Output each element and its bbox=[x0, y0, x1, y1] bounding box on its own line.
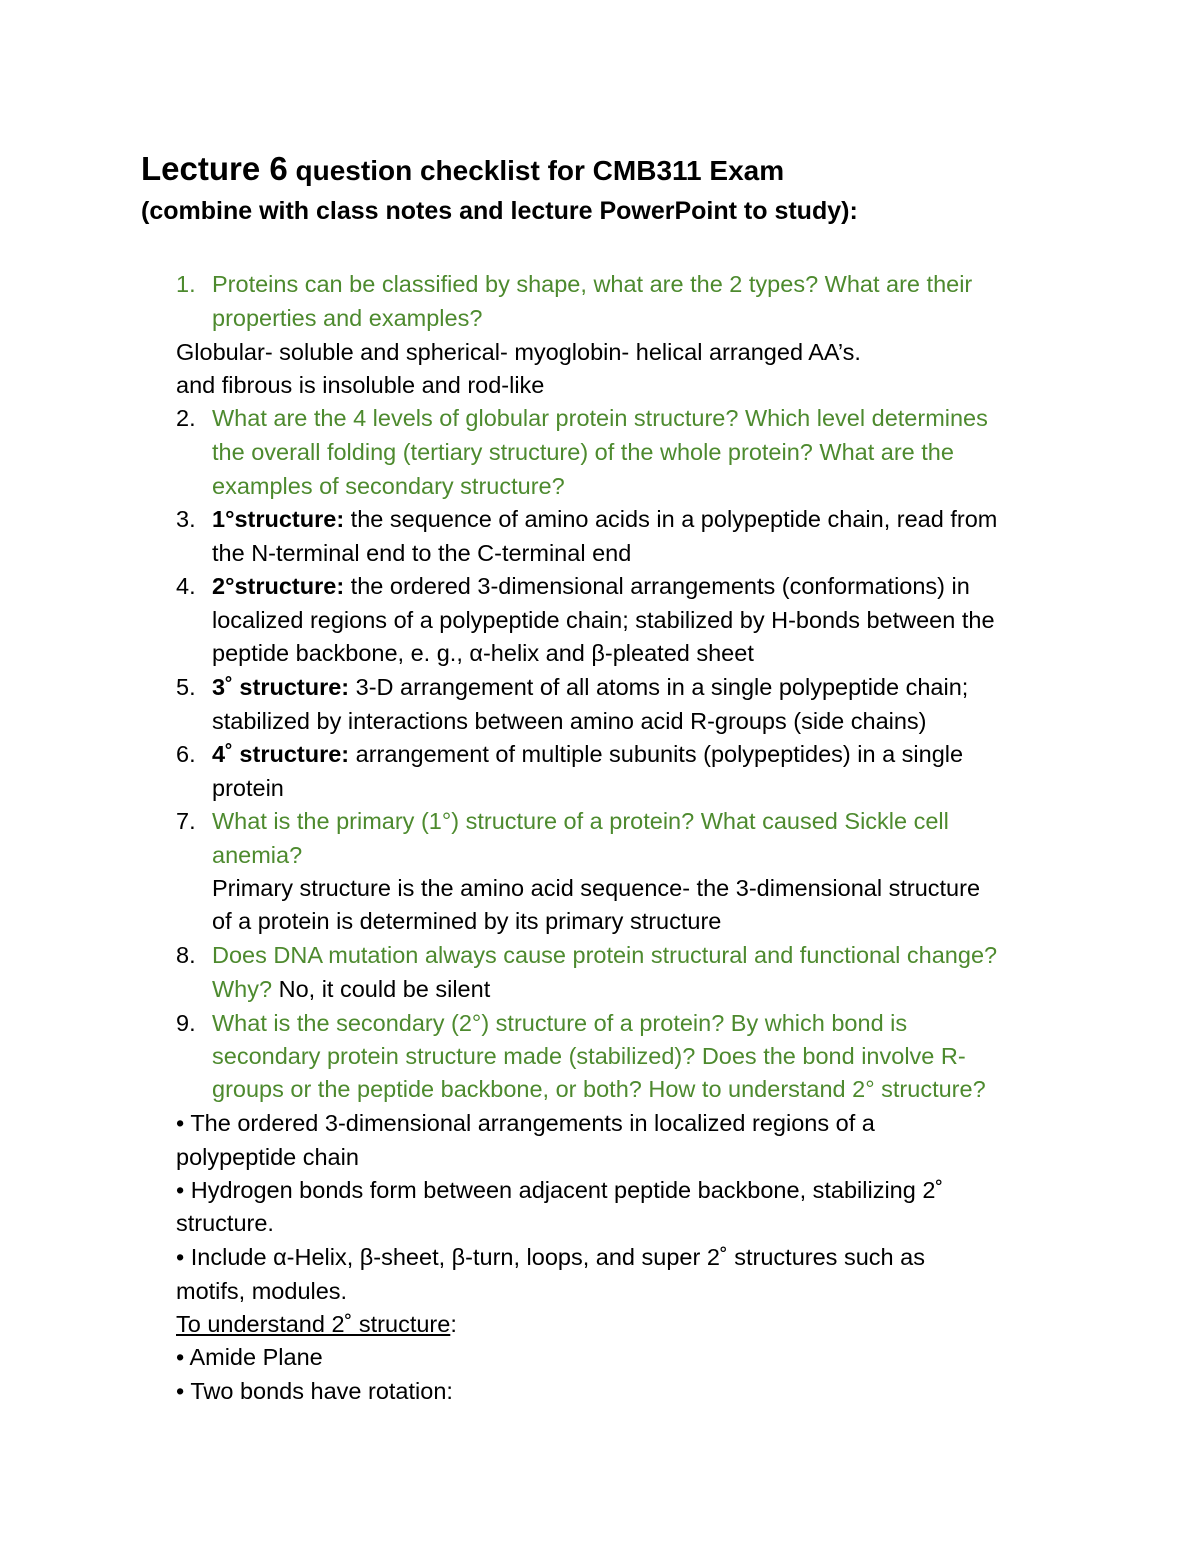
definition-text: stabilized by interactions between amino acid R-groups (side chains) bbox=[212, 708, 927, 734]
answer-text: and fibrous is insoluble and rod-like bbox=[176, 372, 545, 398]
item-number: 6. bbox=[176, 741, 196, 767]
item-number: 8. bbox=[176, 942, 196, 968]
definition-text: localized regions of a polypeptide chain; stabilized by H-bonds between the bbox=[212, 607, 995, 633]
answer-text: No, it could be silent bbox=[272, 976, 491, 1002]
item-number: 9. bbox=[176, 1010, 196, 1036]
item-number: 4. bbox=[176, 573, 196, 599]
understand-heading bbox=[176, 1308, 457, 1340]
page-subtitle: (combine with class notes and lecture PowerPoint to study): bbox=[141, 197, 858, 225]
definition-line bbox=[212, 671, 968, 703]
question-text: What is the secondary (2°) structure of a protein? By which bond is bbox=[212, 1010, 908, 1036]
colon: : bbox=[450, 1311, 457, 1337]
definition-text: the N-terminal end to the C-terminal end bbox=[212, 540, 632, 566]
definition-text: the ordered 3-dimensional arrangements (conformations) in bbox=[344, 573, 970, 599]
definition-text: peptide backbone, e. g., α-helix and β-pleated sheet bbox=[212, 640, 754, 666]
definition-line bbox=[212, 503, 997, 535]
title-lecture: Lecture 6 bbox=[141, 150, 288, 187]
term-label: 3˚ structure: bbox=[212, 674, 350, 700]
definition-line bbox=[212, 738, 963, 770]
answer-text: Globular- soluble and spherical- myoglobin- helical arranged AA’s. bbox=[176, 339, 861, 365]
bullet-item: motifs, modules. bbox=[176, 1278, 348, 1304]
question-text: What is the primary (1°) structure of a protein? What caused Sickle cell bbox=[212, 808, 949, 834]
definition-text: protein bbox=[212, 775, 284, 801]
bullet-item: • Amide Plane bbox=[176, 1344, 323, 1370]
question-answer-line bbox=[212, 973, 490, 1005]
definition-text: arrangement of multiple subunits (polypeptides) in a single bbox=[349, 741, 964, 767]
answer-text: Primary structure is the amino acid sequence- the 3-dimensional structure bbox=[212, 875, 981, 901]
term-label: 2°structure: bbox=[212, 573, 345, 599]
bullet-item: • Include α-Helix, β-sheet, β-turn, loops, and super 2˚ structures such as bbox=[176, 1244, 925, 1270]
definition-text: 3-D arrangement of all atoms in a single polypeptide chain; bbox=[349, 674, 969, 700]
question-text: groups or the peptide backbone, or both? How to understand 2° structure? bbox=[212, 1076, 986, 1102]
title-rest: question checklist for CMB311 Exam bbox=[287, 155, 785, 186]
question-text: anemia? bbox=[212, 842, 303, 868]
item-number: 3. bbox=[176, 506, 196, 532]
item-number: 1. bbox=[176, 271, 196, 297]
term-label: 4˚ structure: bbox=[212, 741, 350, 767]
item-number: 5. bbox=[176, 674, 196, 700]
question-text: Does DNA mutation always cause protein structural and functional change? bbox=[212, 942, 998, 968]
bullet-item: polypeptide chain bbox=[176, 1144, 359, 1170]
question-text: Why? bbox=[212, 976, 273, 1002]
question-text: examples of secondary structure? bbox=[212, 473, 565, 499]
bullet-item: • Hydrogen bonds form between adjacent peptide backbone, stabilizing 2˚ bbox=[176, 1177, 944, 1203]
question-text: the overall folding (tertiary structure) of the whole protein? What are the bbox=[212, 439, 954, 465]
item-number: 2. bbox=[176, 405, 196, 431]
item-number: 7. bbox=[176, 808, 196, 834]
question-text: Proteins can be classified by shape, what are the 2 types? What are their bbox=[212, 271, 973, 297]
bullet-item: • The ordered 3-dimensional arrangements in localized regions of a bbox=[176, 1110, 875, 1136]
definition-line bbox=[212, 570, 970, 602]
question-text: secondary protein structure made (stabilized)? Does the bond involve R- bbox=[212, 1043, 966, 1069]
term-label: 1°structure: bbox=[212, 506, 345, 532]
question-text: What are the 4 levels of globular protein structure? Which level determines bbox=[212, 405, 988, 431]
answer-text: of a protein is determined by its primary structure bbox=[212, 908, 722, 934]
bullet-item: structure. bbox=[176, 1210, 274, 1236]
page-title bbox=[141, 150, 784, 188]
understand-label: To understand 2˚ structure bbox=[176, 1311, 451, 1337]
definition-text: the sequence of amino acids in a polypeptide chain, read from bbox=[344, 506, 998, 532]
question-text: properties and examples? bbox=[212, 305, 483, 331]
bullet-item: • Two bonds have rotation: bbox=[176, 1378, 453, 1404]
